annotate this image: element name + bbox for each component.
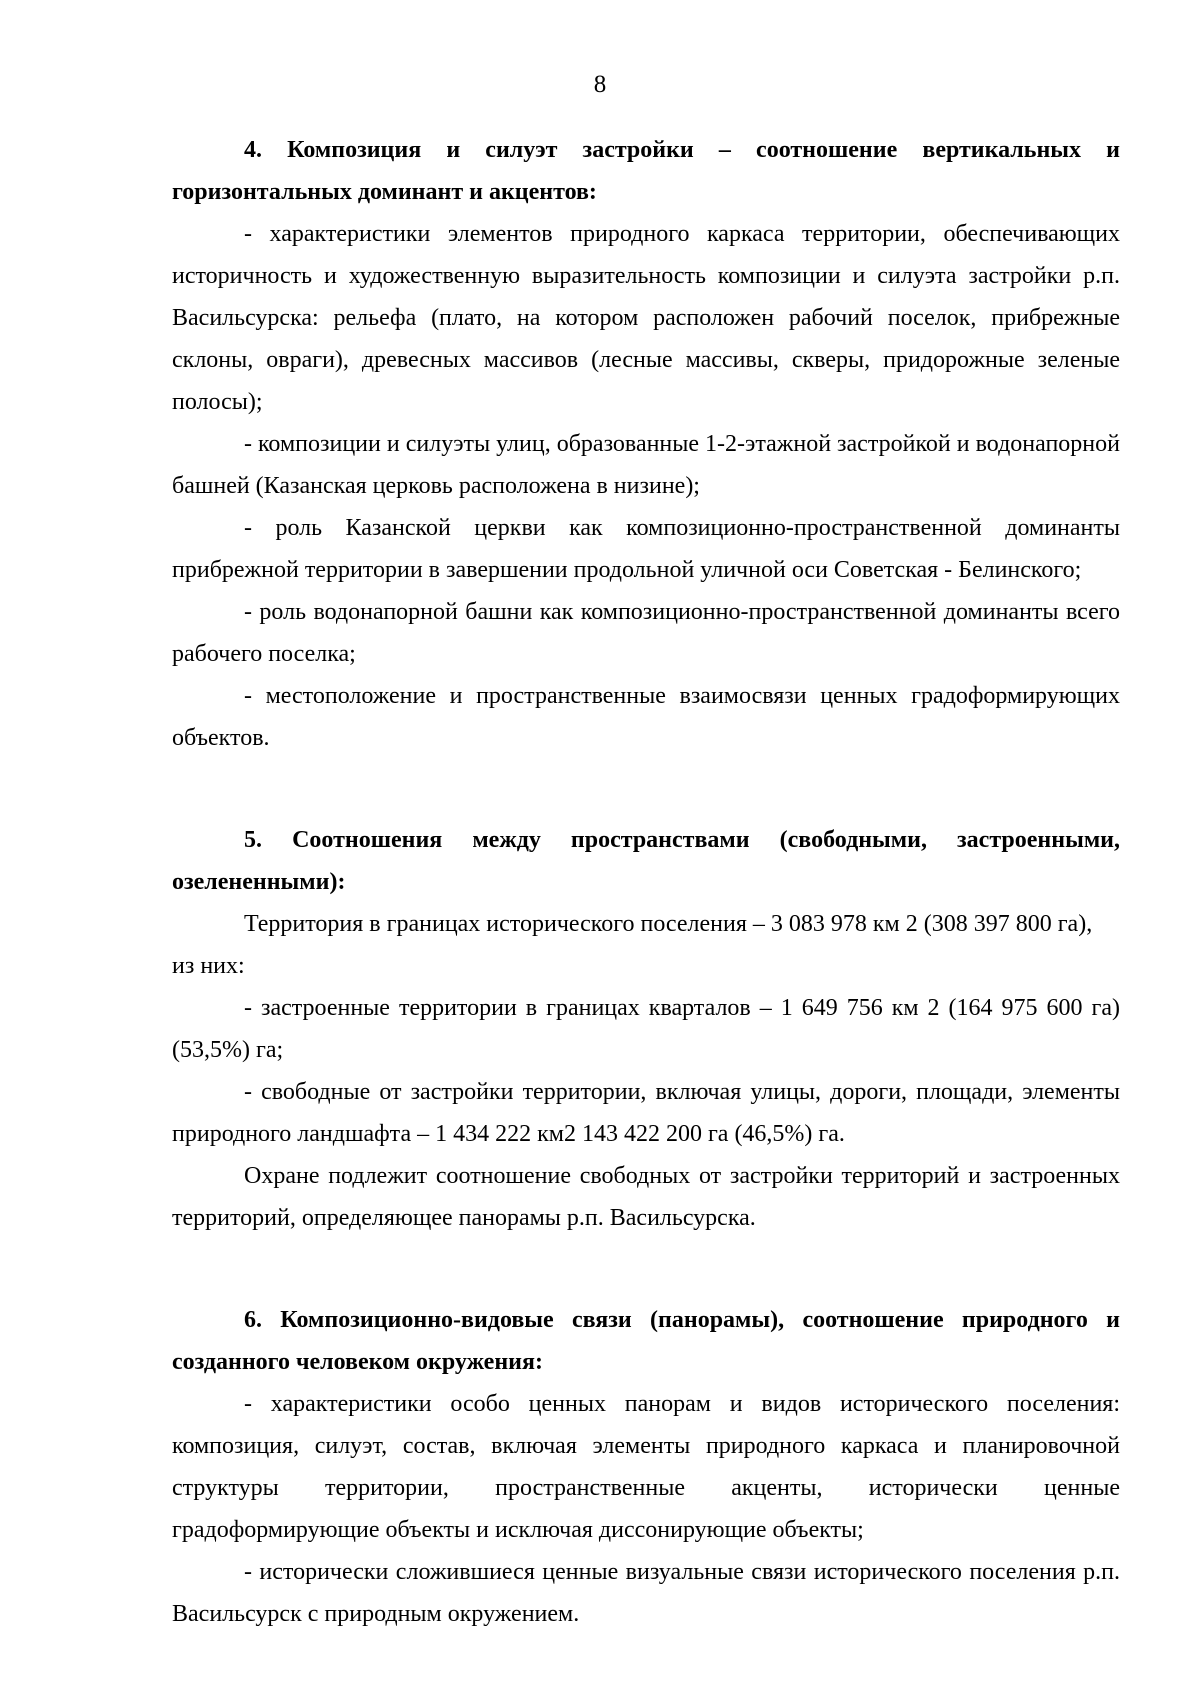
section-4-paragraph-3: - роль Казанской церкви как композиционно-пространственной доминанты прибрежной территории в завершении продольной уличной оси Советская - Белинского;	[172, 515, 1120, 583]
section-5-paragraph-3: Охране подлежит соотношение свободных от застройки территорий и застроенных территорий, определяющее панорамы р.п. Васильсурска.	[172, 1163, 1120, 1231]
section-4-paragraph-5: - местоположение и пространственные взаимосвязи ценных градоформирующих объектов.	[172, 683, 1120, 751]
section-5-paragraph-2: - свободные от застройки территории, включая улицы, дороги, площади, элементы природного ландшафта – 1 434 222 км2 143 422 200 га (46,5%) га.	[172, 1079, 1120, 1147]
section-4-heading: 4. Композиция и силуэт застройки – соотношение вертикальных и горизонтальных доминант и акцентов:	[172, 137, 1120, 205]
section-4-paragraph-4: - роль водонапорной башни как композиционно-пространственной доминанты всего рабочего поселка;	[172, 599, 1120, 667]
section-6-paragraph-2: - исторически сложившиеся ценные визуальные связи исторического поселения р.п. Васильсурск с природным окружением.	[172, 1559, 1120, 1627]
section-5-heading: 5. Соотношения между пространствами (свободными, застроенными, озелененными):	[172, 827, 1120, 895]
document-body	[172, 129, 1120, 1635]
section-5-intro: Территория в границах исторического поселения – 3 083 978 км 2 (308 397 800 га),	[244, 911, 1093, 937]
section-6-heading: 6. Композиционно-видовые связи (панорамы), соотношение природного и созданного человеком окружения:	[172, 1307, 1120, 1375]
page-number: 8	[593, 71, 607, 98]
section-4-paragraph-1: - характеристики элементов природного каркаса территории, обеспечивающих историчность и художественную выразительность композиции и силуэта застройки р.п. Васильсурска: рельефа (плато, на котором расположен рабочий поселок, прибрежные склоны, овраги), древесных массивов (лесные массивы, скверы, придорожные зеленые полосы);	[172, 221, 1120, 415]
section-5-intro-continuation: из них:	[172, 953, 245, 979]
section-5-paragraph-1: - застроенные территории в границах кварталов – 1 649 756 км 2 (164 975 600 га) (53,5%) га;	[172, 995, 1120, 1063]
section-4-paragraph-2: - композиции и силуэты улиц, образованные 1-2-этажной застройкой и водонапорной башней (Казанская церковь расположена в низине);	[172, 431, 1120, 499]
section-6-paragraph-1: - характеристики особо ценных панорам и видов исторического поселения: композиция, силуэт, состав, включая элементы природного каркаса и планировочной структуры территории, пространственные акценты, исторически ценные градоформирующие объекты и исключая диссонирующие объекты;	[172, 1391, 1120, 1543]
